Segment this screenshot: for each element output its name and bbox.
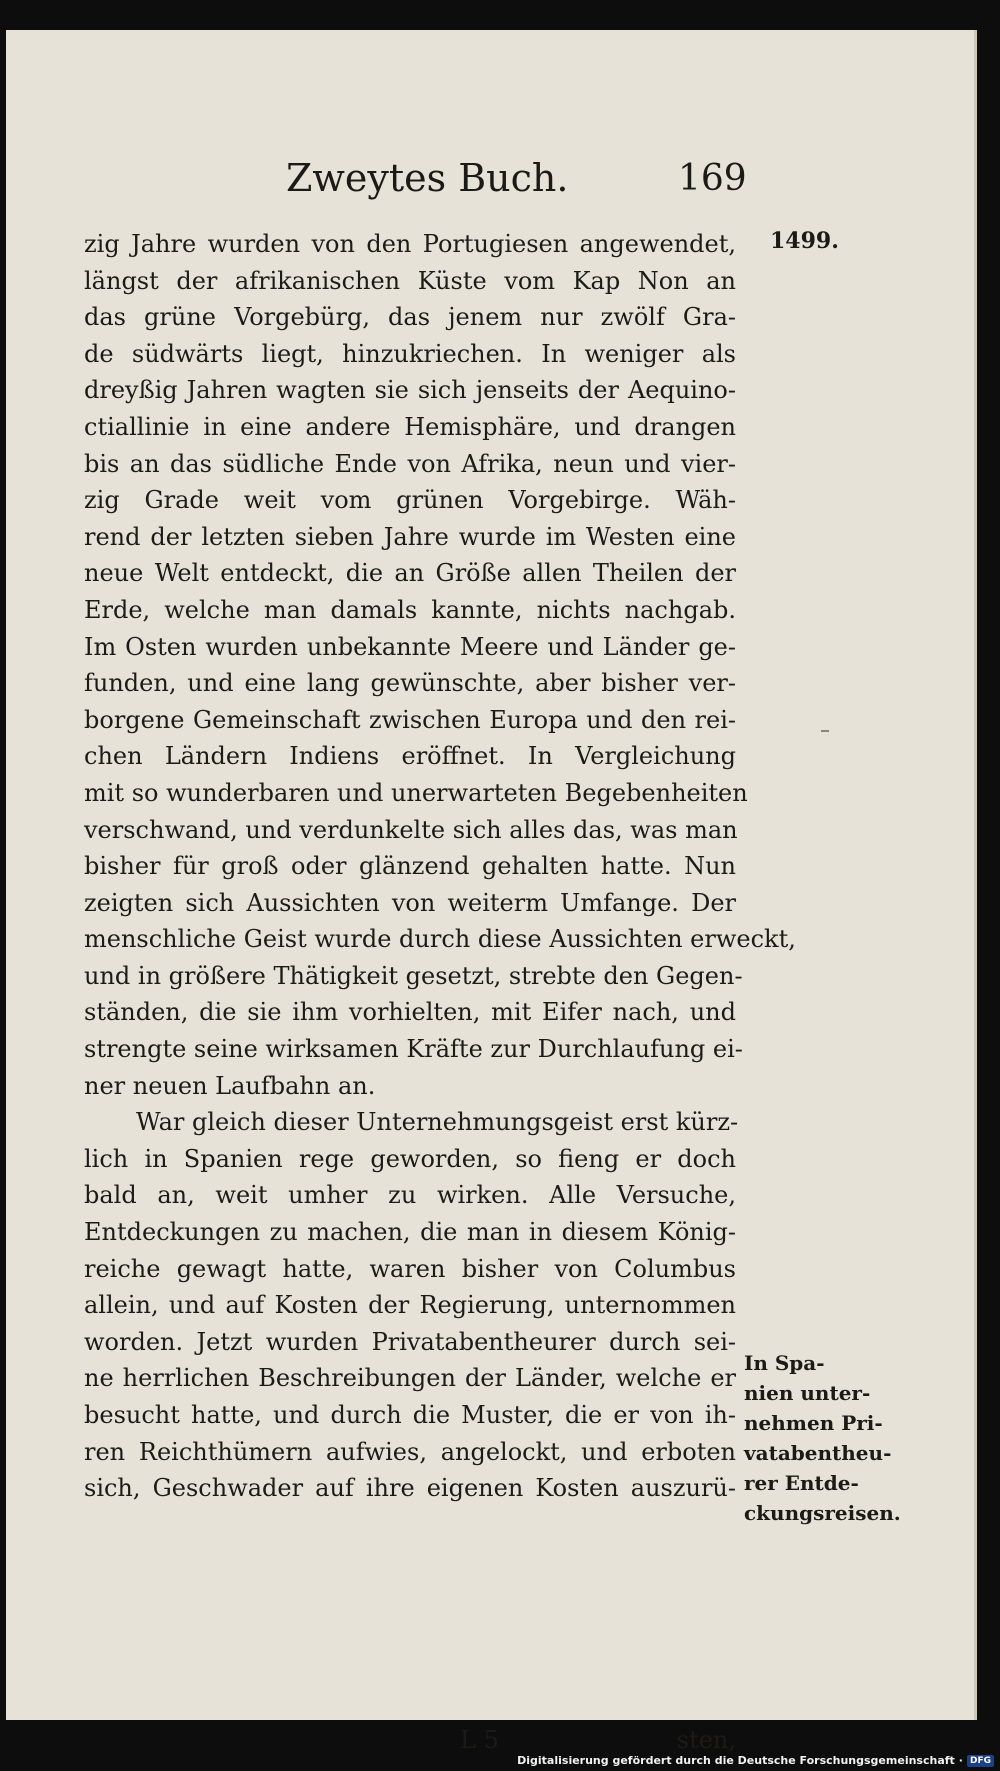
credit-text: Digitalisierung gefördert durch die Deutsche Forschungsgemeinschaft bbox=[517, 1754, 955, 1767]
text-line: funden, und eine lang gewünschte, aber bisher ver- bbox=[84, 669, 736, 698]
text-line: allein, und auf Kosten der Regierung, unternommen bbox=[84, 1291, 736, 1320]
text-line: menschliche Geist wurde durch diese Aussichten erweckt, bbox=[84, 925, 796, 954]
text-line: strengte seine wirksamen Kräfte zur Durchlaufung ei- bbox=[84, 1035, 743, 1064]
text-line: sich, Geschwader auf ihre eigenen Kosten auszurü- bbox=[84, 1474, 736, 1503]
text-line: verschwand, und verdunkelte sich alles das, was man bbox=[84, 815, 738, 844]
margin-mark bbox=[821, 730, 829, 732]
running-title: Zweytes Buch. bbox=[286, 156, 569, 200]
text-line: zig Jahre wurden von den Portugiesen angewendet, bbox=[84, 230, 736, 258]
digitization-credit: Digitalisierung gefördert durch die Deutsche Forschungsgemeinschaft · DFG bbox=[517, 1754, 994, 1767]
text-line: besucht hatte, und durch die Muster, die er von ih- bbox=[84, 1401, 736, 1429]
text-line: zeigten sich Aussichten von weiterm Umfange. Der bbox=[84, 888, 736, 917]
text-line: borgene Gemeinschaft zwischen Europa und den rei- bbox=[84, 705, 736, 734]
text-line: ctiallinie in eine andere Hemisphäre, und drangen bbox=[84, 412, 736, 441]
margin-note-line: rer Entde- bbox=[744, 1471, 859, 1495]
dfg-logo-icon: DFG bbox=[967, 1755, 994, 1767]
text-line: Entdeckungen zu machen, die man in diesem König- bbox=[84, 1218, 736, 1247]
text-line: Erde, welche man damals kannte, nichts nachgab. bbox=[84, 595, 736, 624]
text-line: worden. Jetzt wurden Privatabentheurer durch sei- bbox=[84, 1327, 736, 1356]
page-number: 169 bbox=[678, 158, 747, 199]
text-line: ständen, die sie ihm vorhielten, mit Eifer nach, und bbox=[84, 998, 736, 1027]
catchword: sten, bbox=[676, 1726, 736, 1754]
text-line: zig Grade weit vom grünen Vorgebirge. Wäh- bbox=[84, 486, 736, 515]
text-line: dreyßig Jahren wagten sie sich jenseits der Aequino- bbox=[84, 376, 736, 405]
text-line: Im Osten wurden unbekannte Meere und Länder ge- bbox=[84, 632, 736, 661]
margin-year: 1499. bbox=[770, 228, 839, 254]
text-line: chen Ländern Indiens eröffnet. In Vergleichung bbox=[84, 742, 736, 771]
text-line: mit so wunderbaren und unerwarteten Begebenheiten bbox=[84, 778, 748, 807]
text-line: ner neuen Laufbahn an. bbox=[84, 1071, 376, 1100]
text-line: neue Welt entdeckt, die an Größe allen Theilen der bbox=[84, 559, 736, 588]
text-line: das grüne Vorgebürg, das jenem nur zwölf Gra- bbox=[84, 303, 736, 332]
margin-note-line: nehmen Pri- bbox=[744, 1411, 883, 1435]
text-line: und in größere Thätigkeit gesetzt, strebte den Gegen- bbox=[84, 961, 743, 990]
text-line: reiche gewagt hatte, waren bisher von Columbus bbox=[84, 1254, 736, 1283]
body-text bbox=[84, 226, 796, 1754]
book-page bbox=[6, 30, 977, 1754]
margin-note bbox=[744, 1348, 904, 1528]
margin-note-line: ckungsreisen. bbox=[744, 1501, 901, 1525]
page-header bbox=[6, 152, 746, 212]
margin-note-line: vatabentheu- bbox=[744, 1441, 892, 1465]
text-line: bis an das südliche Ende von Afrika, neun und vier- bbox=[84, 449, 736, 478]
text-line: War gleich dieser Unternehmungsgeist erst kürz- bbox=[136, 1108, 739, 1137]
text-line: de südwärts liegt, hinzukriechen. In weniger als bbox=[84, 339, 736, 368]
text-line: bald an, weit umher zu wirken. Alle Versuche, bbox=[84, 1181, 736, 1210]
margin-note-line: nien unter- bbox=[744, 1381, 871, 1405]
text-line: bisher für groß oder glänzend gehalten hatte. Nun bbox=[84, 852, 736, 881]
text-line: rend der letzten sieben Jahre wurde im Westen eine bbox=[84, 522, 736, 551]
text-line: lich in Spanien rege geworden, so fieng er doch bbox=[84, 1144, 736, 1173]
signature-mark: L 5 bbox=[460, 1726, 499, 1754]
text-line: ren Reichthümern aufwies, angelockt, und erboten bbox=[84, 1437, 736, 1466]
margin-note-line: In Spa- bbox=[744, 1351, 825, 1375]
text-line: längst der afrikanischen Küste vom Kap Non an bbox=[84, 266, 736, 295]
text-line: ne herrlichen Beschreibungen der Länder, welche er bbox=[84, 1364, 736, 1393]
